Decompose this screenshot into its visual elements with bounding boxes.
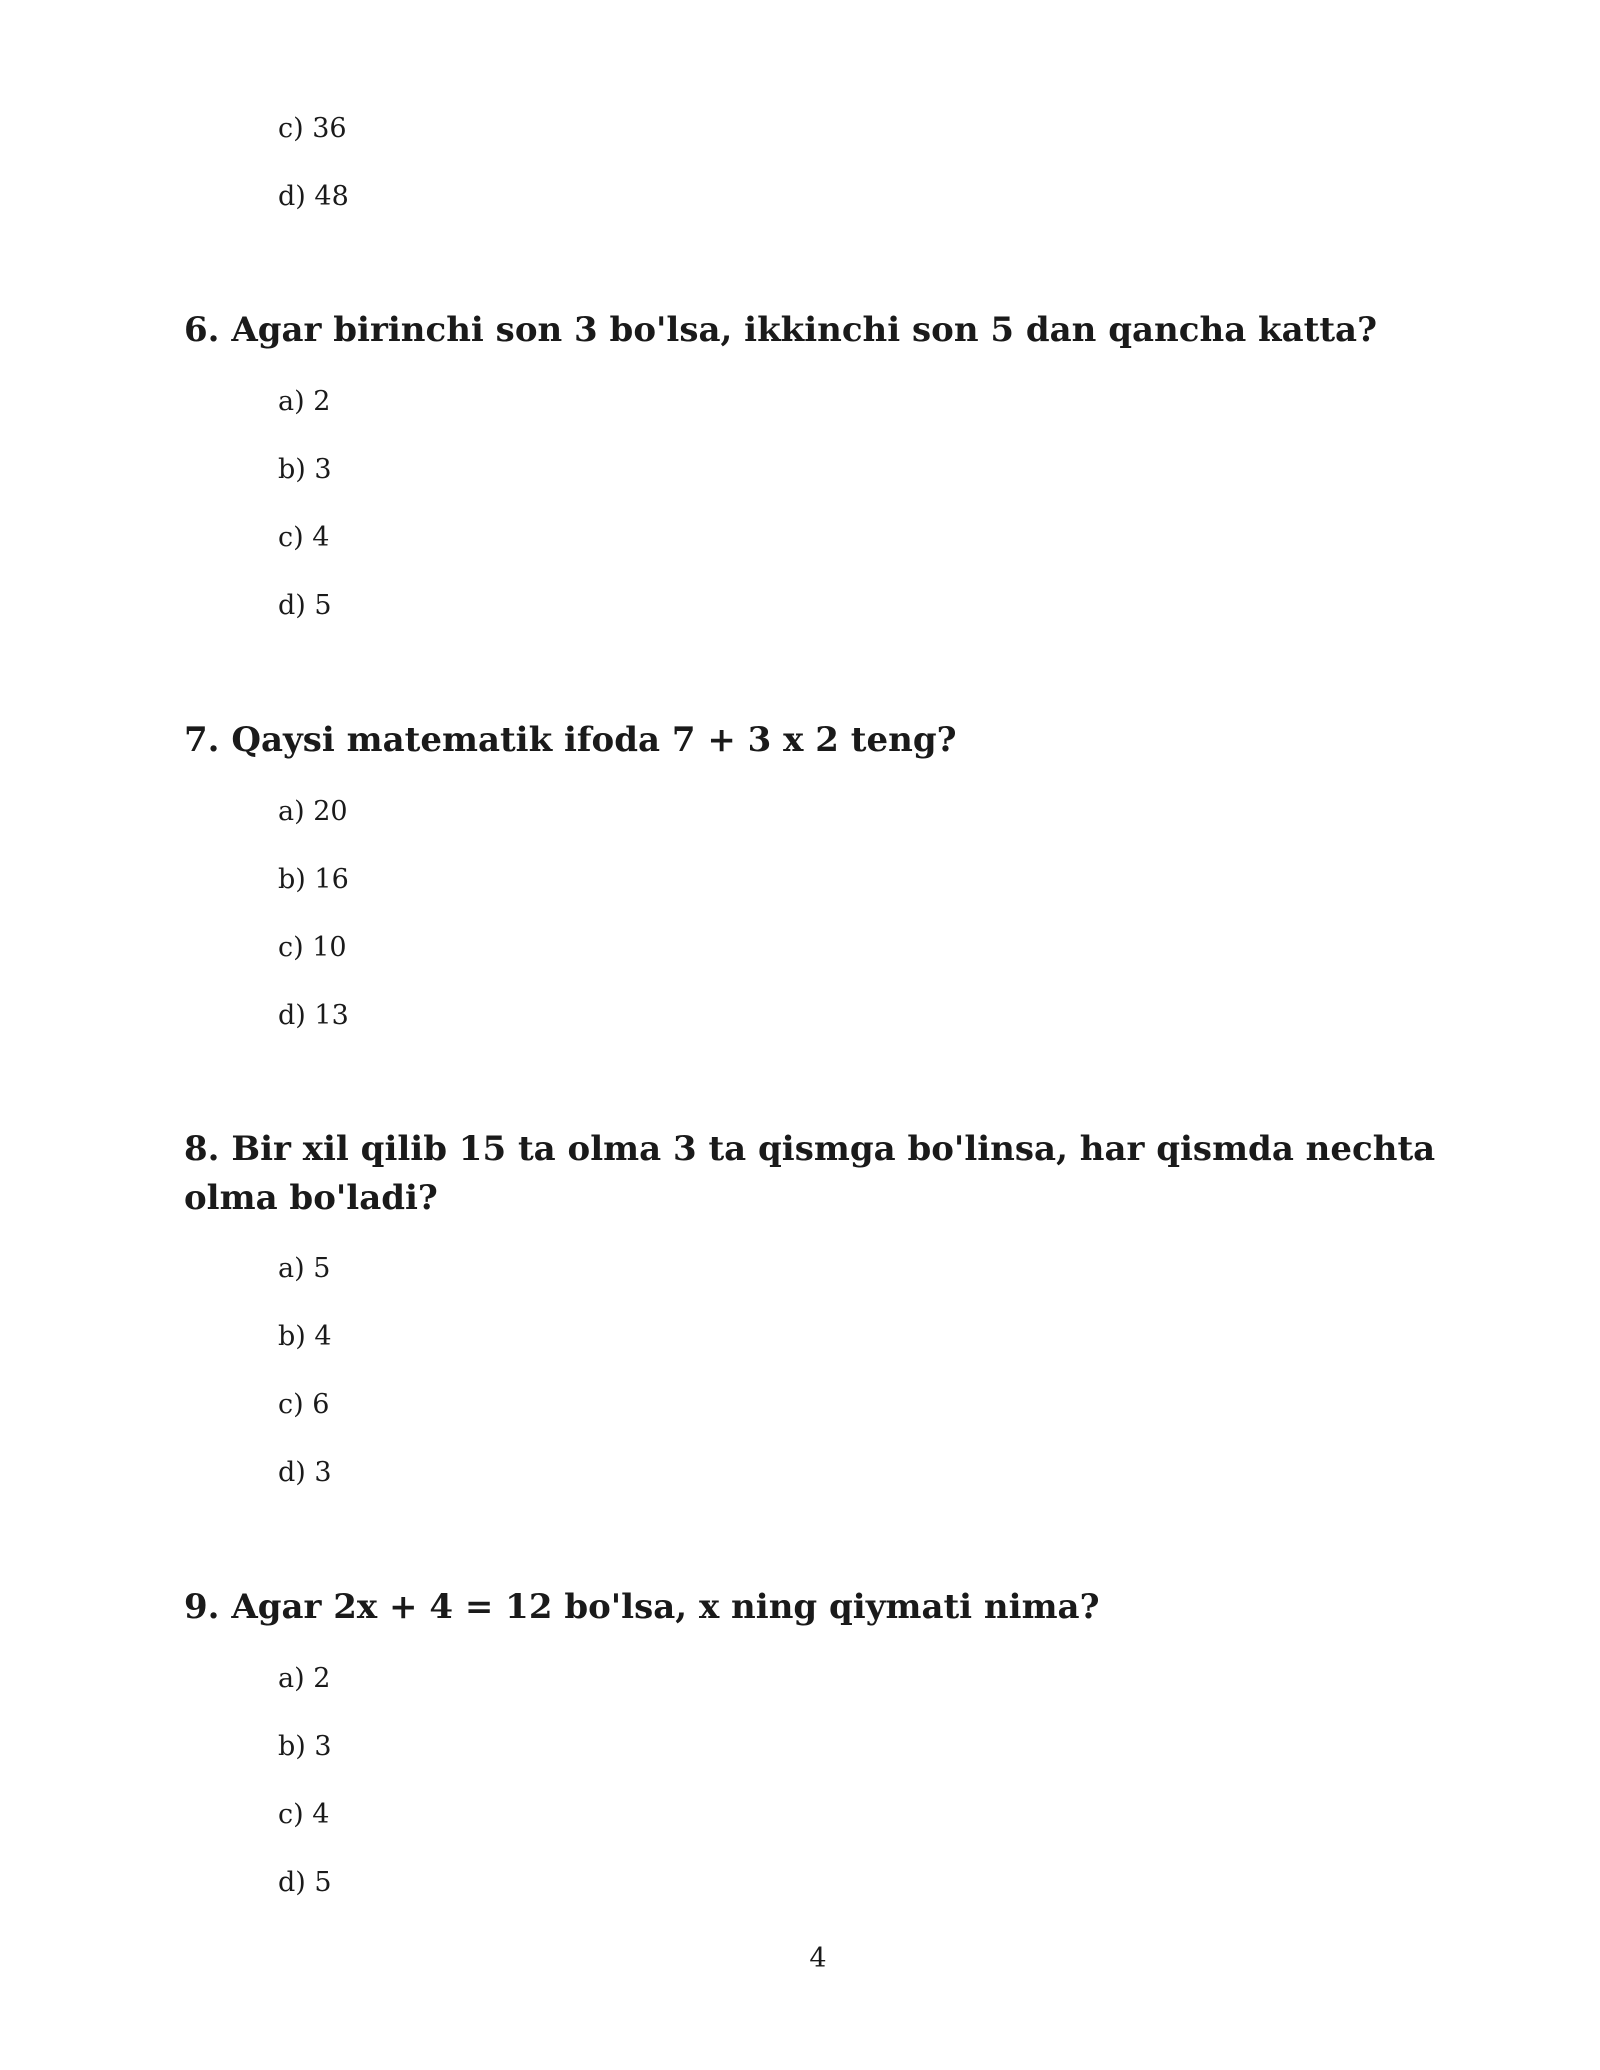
option-a: a) 2	[278, 1663, 331, 1694]
option-c: c) 36	[278, 113, 347, 144]
option-c: c) 10	[278, 932, 347, 963]
question-6: 6. Agar birinchi son 3 bo'lsa, ikkinchi son 5 dan qancha katta?	[184, 310, 1378, 350]
option-b: b) 3	[278, 454, 332, 485]
question-7-options	[278, 795, 349, 1067]
question-9-options	[278, 1662, 332, 1934]
question-6-options	[278, 385, 332, 657]
option-c: c) 4	[278, 522, 330, 553]
option-c: c) 6	[278, 1389, 330, 1420]
option-d: d) 5	[278, 1867, 332, 1898]
page-number: 4	[809, 1943, 827, 1974]
option-d: d) 5	[278, 590, 332, 621]
option-a: a) 20	[278, 796, 348, 827]
option-a: a) 5	[278, 1253, 331, 1284]
option-b: b) 4	[278, 1321, 332, 1352]
option-d: d) 3	[278, 1457, 332, 1488]
question-8-options	[278, 1252, 332, 1524]
option-d: d) 48	[278, 181, 349, 212]
option-c: c) 4	[278, 1799, 330, 1830]
option-a: a) 2	[278, 386, 331, 417]
option-d: d) 13	[278, 1000, 349, 1031]
option-b: b) 3	[278, 1731, 332, 1762]
question-8: 8. Bir xil qilib 15 ta olma 3 ta qismga bo'linsa, har qismda nechta olma bo'ladi?	[184, 1129, 1436, 1218]
question-9: 9. Agar 2x + 4 = 12 bo'lsa, x ning qiymati nima?	[184, 1587, 1100, 1627]
carryover-options	[278, 112, 349, 248]
question-7: 7. Qaysi matematik ifoda 7 + 3 x 2 teng?	[184, 720, 957, 760]
option-b: b) 16	[278, 864, 349, 895]
